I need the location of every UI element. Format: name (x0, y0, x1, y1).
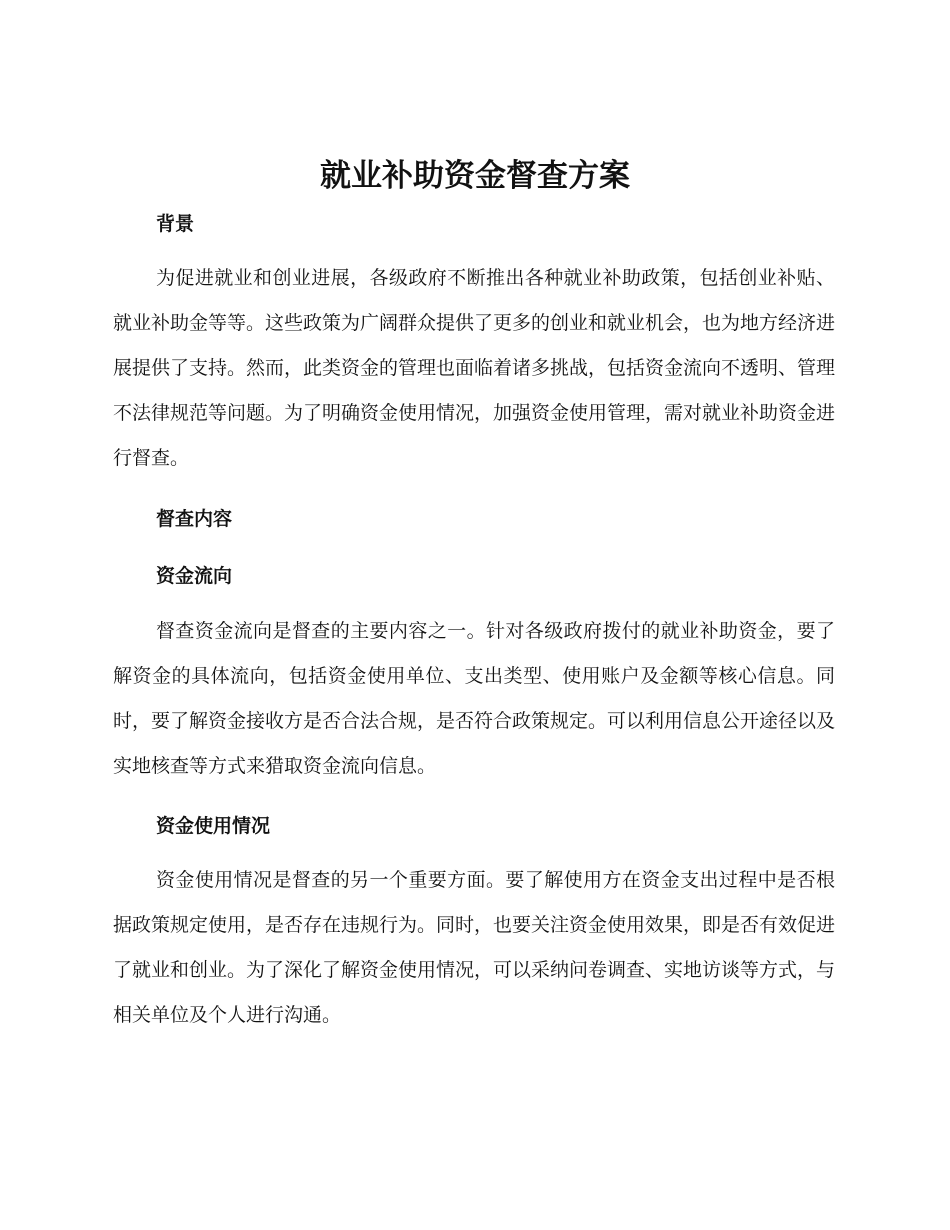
section-heading-content: 督查内容 (156, 508, 233, 530)
paragraph-fund-flow: 督查资金流向是督查的主要内容之一。针对各级政府拨付的就业补助资金，要了解资金的具体流向，包括资金使用单位、支出类型、使用账户及金额等核心信息。同时，要了解资金接收方是否合法合规，是否符合政策规定。可以利用信息公开途径以及实地核查等方式来猎取资金流向信息。 (113, 620, 836, 777)
paragraph-background: 为促进就业和创业进展，各级政府不断推出各种就业补助政策，包括创业补贴、就业补助金等等。这些政策为广阔群众提供了更多的创业和就业机会，也为地方经济进展提供了支持。然而，此类资金的管理也面临着诸多挑战，包括资金流向不透明、管理不法律规范等问题。为了明确资金使用情况，加强资金使用管理，需对就业补助资金进行督查。 (113, 267, 836, 469)
section-heading-fund-flow: 资金流向 (156, 565, 233, 587)
paragraph-fund-usage: 资金使用情况是督查的另一个重要方面。要了解使用方在资金支出过程中是否根据政策规定使用，是否存在违规行为。同时，也要关注资金使用效果，即是否有效促进了就业和创业。为了深化了解资金使用情况，可以采纳问卷调查、实地访谈等方式，与相关单位及个人进行沟通。 (113, 869, 836, 1026)
section-heading-background: 背景 (156, 213, 195, 235)
page-title: 就业补助资金督查方案 (320, 158, 630, 194)
section-heading-fund-usage: 资金使用情况 (156, 815, 271, 837)
